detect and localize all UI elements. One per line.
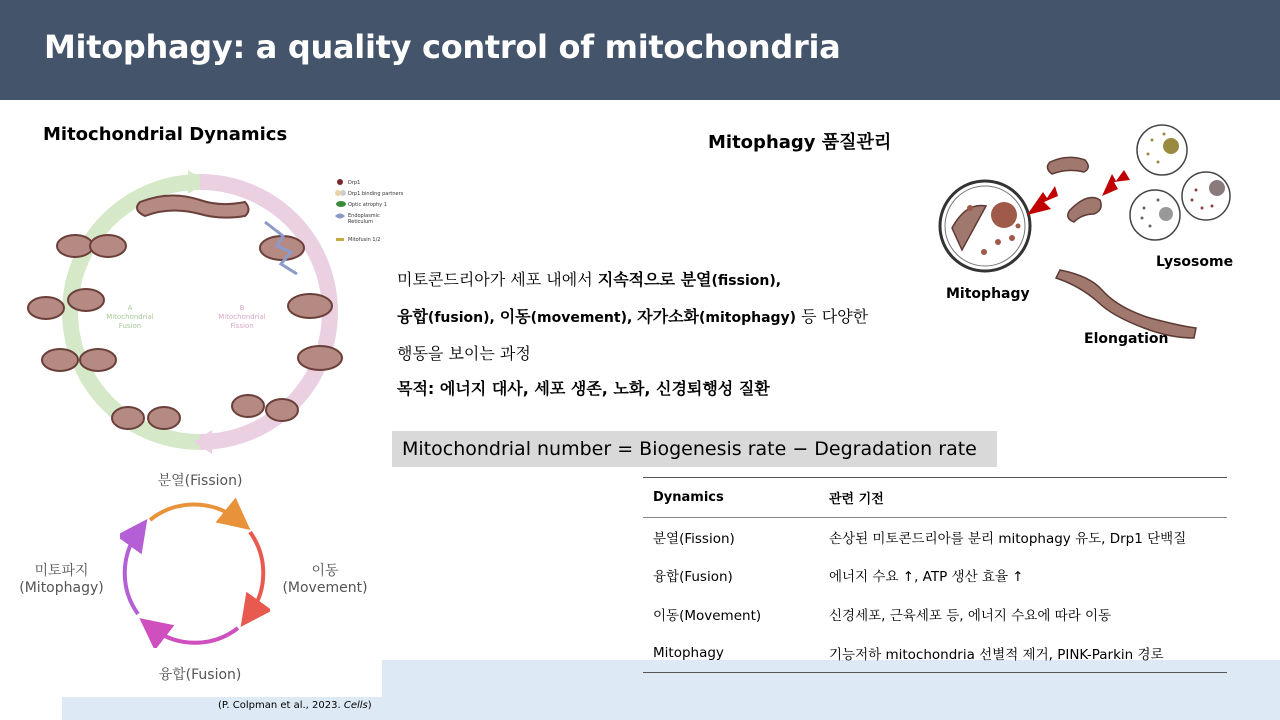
desc-l2-b: 이동 (499, 307, 531, 326)
fusion-arc (70, 182, 200, 442)
mitochondrion-small (1047, 157, 1088, 174)
table-row (643, 556, 1227, 595)
desc-l1-small: (fission), (711, 273, 782, 289)
cycle-label-movement (280, 560, 370, 596)
cycle-label-fission: 분열(Fission) (157, 473, 243, 489)
arrow-from-lysosome (1102, 170, 1130, 196)
table-cell-dynamics: 분열(Fission) (653, 530, 735, 547)
citation-suffix: ) (367, 700, 372, 711)
cycle-arrow-fission (150, 504, 238, 520)
svg-text:Drp1 binding partners: Drp1 binding partners (348, 191, 404, 197)
lysosome-vesicles (1130, 125, 1230, 240)
dynamics-table (643, 477, 1227, 673)
table-cell-dynamics: 융합(Fusion) (653, 569, 733, 586)
description-line-4: 목적: 에너지 대사, 세포 생존, 노화, 신경퇴행성 질환 (397, 379, 770, 398)
label-elongation: Elongation (1084, 331, 1169, 347)
svg-text:Endoplasmic: Endoplasmic (348, 213, 380, 219)
fusion-center-label: A Mitochondrial Fusion (106, 304, 154, 330)
table-row (643, 517, 1227, 556)
table-header-mechanism: 관련 기전 (829, 491, 884, 507)
svg-text:Mitofusin 1/2: Mitofusin 1/2 (348, 237, 381, 243)
label-lysosome: Lysosome (1156, 254, 1234, 270)
description-line-3: 행동을 보이는 과정 (397, 344, 531, 363)
figure-legend (335, 179, 404, 243)
table-cell-dynamics: 이동(Movement) (653, 608, 762, 625)
citation (218, 700, 372, 711)
cycle-arrow-fusion (152, 628, 238, 643)
cycle-label-mitophagy-ko: 미토파지 (34, 563, 89, 579)
desc-l1-plain: 미토콘드리아가 세포 내에서 (397, 270, 598, 289)
citation-authors: (P. Colpman et al., 2023. (218, 700, 344, 711)
description-text (397, 262, 868, 406)
mitophagy-diagram (930, 118, 1240, 353)
arrow-to-autophagosome (1027, 186, 1058, 215)
cycle-label-fusion: 융합(Fusion) (158, 667, 242, 683)
slide-title: Mitophagy: a quality control of mitochondria (44, 28, 841, 66)
desc-l2-a-en: (fusion), (427, 310, 500, 326)
desc-l2-c-en: (mitophagy) (699, 310, 797, 326)
table-header-dynamics: Dynamics (653, 489, 724, 505)
cycle-label-movement-en: (Movement) (282, 580, 368, 596)
desc-l2-b-en: (movement), (530, 310, 638, 326)
svg-text:Optic atrophy 1: Optic atrophy 1 (348, 202, 387, 208)
table-cell-dynamics: Mitophagy (653, 644, 724, 661)
dynamics-cycle-diagram (120, 498, 270, 648)
cycle-label-movement-ko: 이동 (311, 563, 339, 579)
dynamics-section-title: Mitochondrial Dynamics (43, 124, 288, 145)
mitochondrion-elongation (1056, 270, 1196, 338)
table-row (643, 595, 1227, 634)
table-cell-mechanism: 에너지 수요 ↑, ATP 생산 효율 ↑ (829, 569, 1024, 586)
desc-l1-bold: 지속적으로 분열 (597, 270, 712, 289)
svg-text:Drp1: Drp1 (348, 180, 361, 186)
table-cell-mechanism: 기능저하 mitochondria 선별적 제거, PINK-Parkin 경로 (829, 646, 1164, 663)
table-cell-mechanism: 손상된 미토콘드리아를 분리 mitophagy 유도, Drp1 단백질 (829, 530, 1187, 547)
citation-journal: Cells (343, 700, 368, 711)
title-bar (0, 0, 1280, 100)
desc-l2-a: 융합 (397, 307, 428, 326)
fission-center-label: B Mitochondrial Fission (218, 304, 266, 330)
description-line-2 (397, 299, 868, 336)
mitochondrial-dynamics-figure (20, 160, 420, 460)
label-mitophagy: Mitophagy (946, 286, 1030, 302)
desc-l2-plain: 등 다양한 (796, 307, 869, 326)
table-cell-mechanism: 신경세포, 근육세포 등, 에너지 수요에 따라 이동 (829, 608, 1112, 625)
cycle-label-mitophagy-en: (Mitophagy) (19, 580, 104, 596)
mitochondrion-elongated (137, 195, 249, 217)
description-line-1 (397, 262, 868, 299)
cycle-arrow-movement (250, 532, 263, 614)
cycle-arrow-mitophagy (125, 532, 138, 614)
desc-l2-c: 자가소화 (637, 307, 699, 326)
autophagosome (940, 181, 1030, 271)
fission-arrowhead (194, 430, 212, 454)
mitophagy-section-title: Mitophagy 품질관리 (708, 132, 892, 153)
svg-text:Reticulum: Reticulum (348, 219, 374, 225)
mitochondrion-damaged (1068, 198, 1101, 222)
cycle-label-mitophagy (14, 560, 109, 596)
formula-box: Mitochondrial number = Biogenesis rate − Degradation rate (392, 431, 997, 467)
table-row (643, 633, 1227, 672)
table-header-row (643, 478, 1227, 518)
